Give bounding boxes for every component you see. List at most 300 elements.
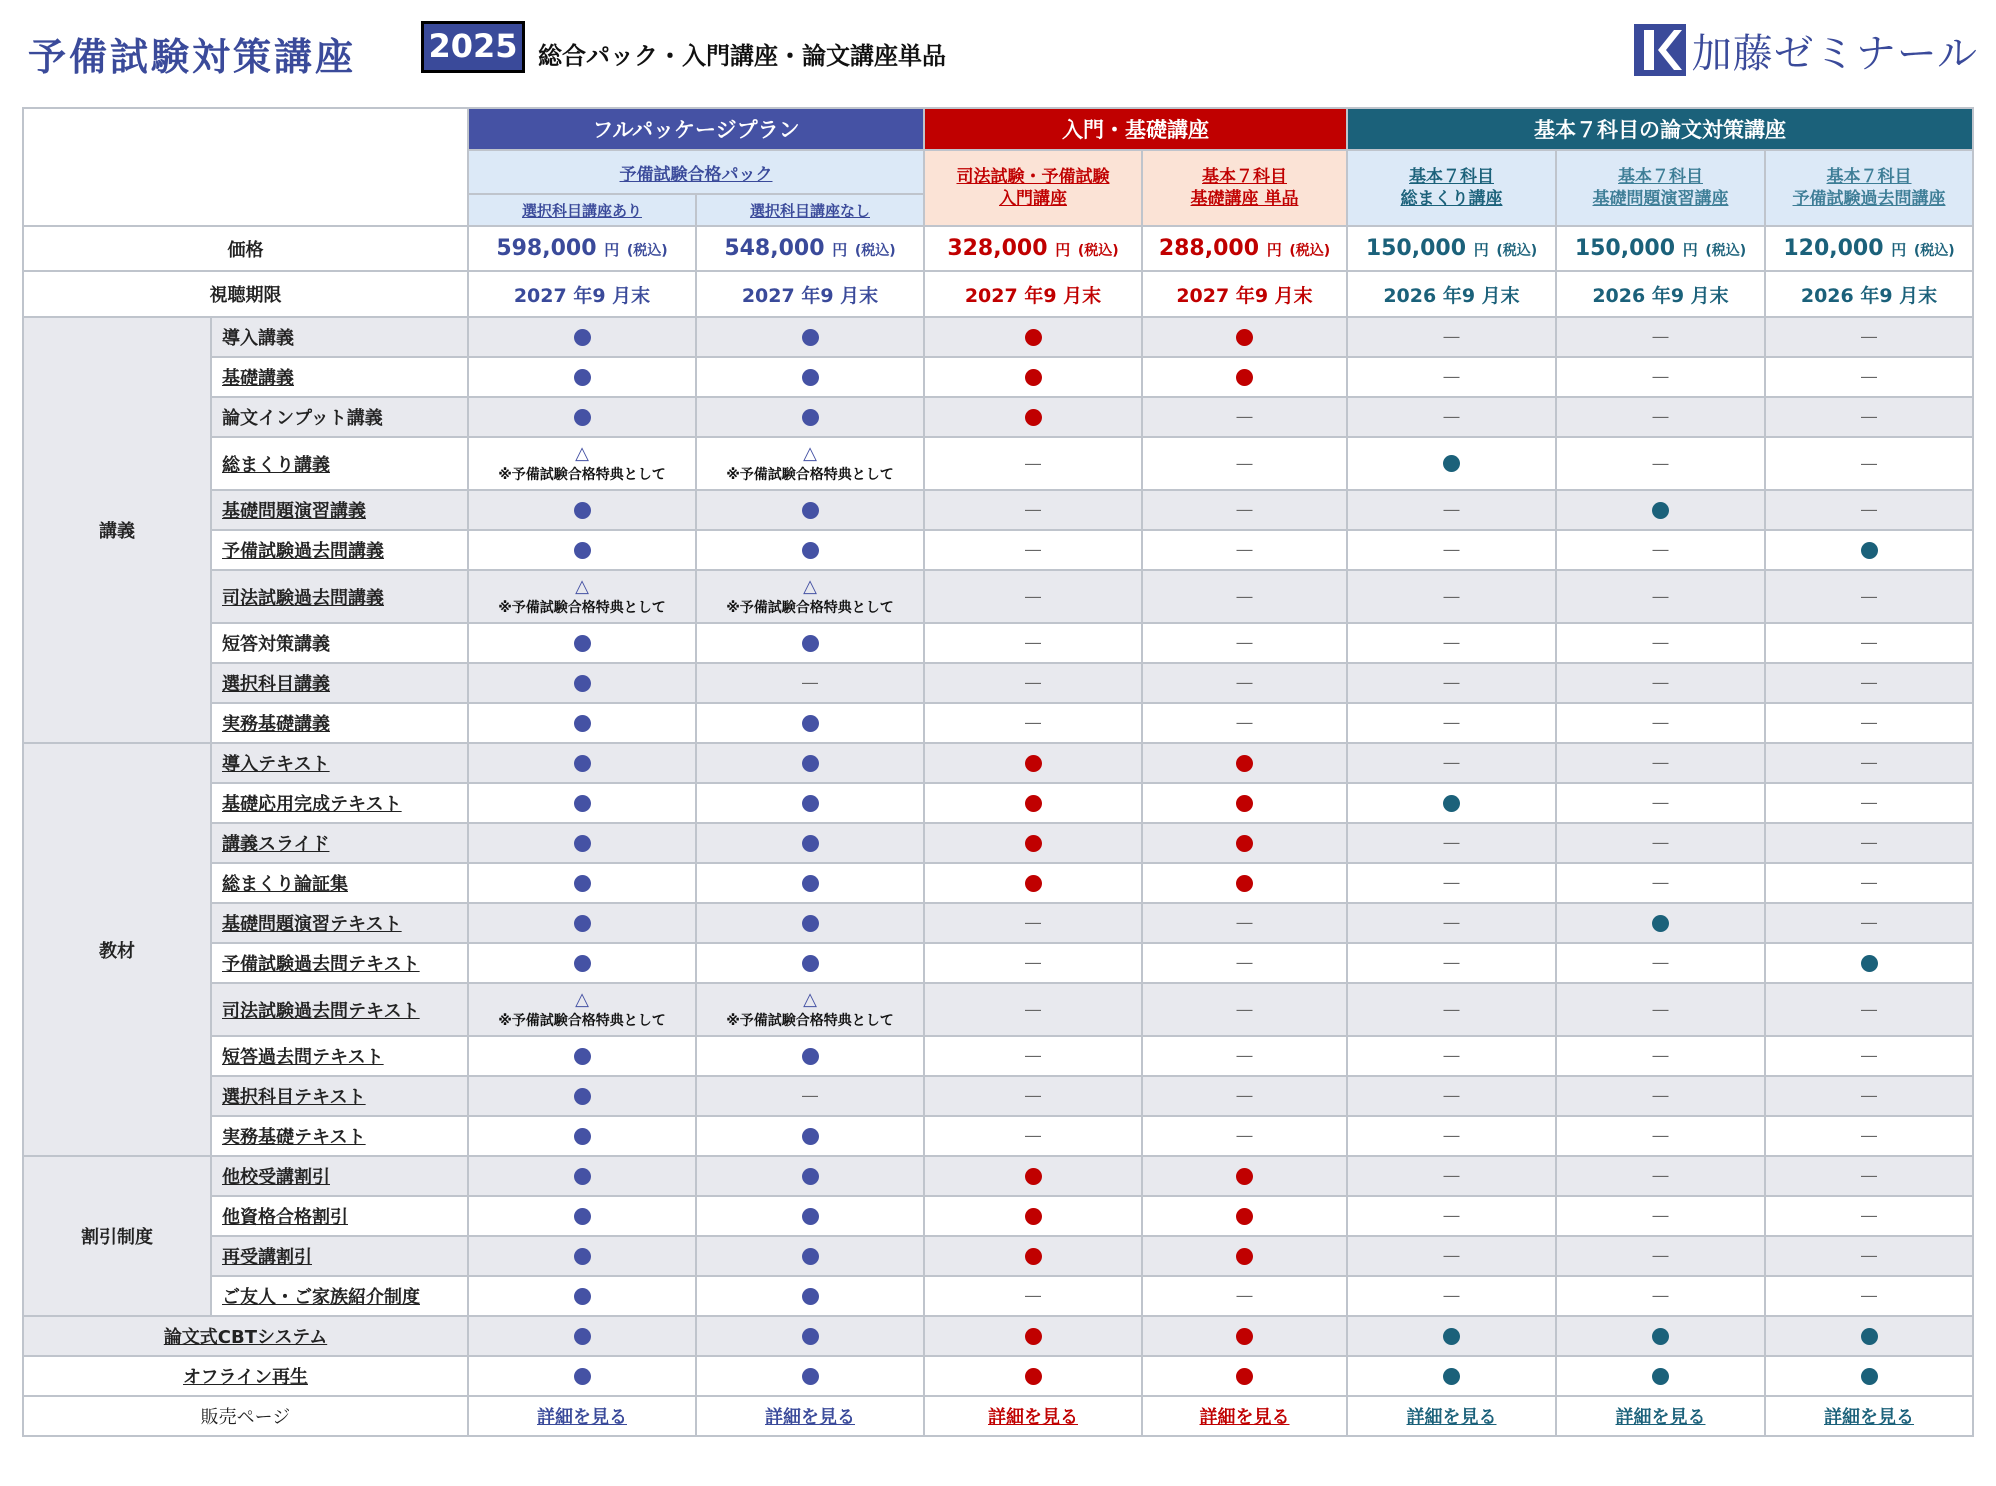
dash: ― [1861,327,1878,346]
item-label[interactable]: 実務基礎講義 [211,703,468,743]
item-label[interactable]: 選択科目講義 [211,663,468,703]
cell-pack-with [468,397,696,437]
cell-intro2 [1142,490,1347,530]
item-label[interactable]: 再受講割引 [211,1236,468,1276]
dash: ― [1236,586,1253,606]
cell-r1 [1347,663,1556,703]
included-dot-icon [1652,1328,1669,1345]
included-dot-icon [802,409,819,426]
dash: ― [802,673,818,692]
item-label[interactable]: 総まくり講義 [211,437,468,490]
dash: ― [1652,367,1669,386]
item-label[interactable]: 論文式CBTシステム [23,1316,468,1356]
cell-r3 [1765,1356,1973,1396]
tokuten-note: ※予備試験合格特典として [726,599,894,616]
product-r1-link[interactable]: 基本７科目 総まくり講座 [1400,167,1503,209]
dash: ― [1443,1086,1460,1105]
cell-r1 [1347,1316,1556,1356]
cell-pack-without [696,623,924,663]
cell-r3 [1765,570,1973,623]
included-dot-icon [802,795,819,812]
dash: ― [1443,1126,1460,1145]
dash: ― [1236,407,1253,426]
cell-r1 [1347,1116,1556,1156]
price-intro2 [1142,226,1347,271]
cell-r1 [1347,570,1556,623]
cell-intro1 [924,743,1142,783]
included-dot-icon [574,1048,591,1065]
cell-intro2 [1142,357,1347,397]
included-dot-icon [1025,795,1042,812]
price-unit: 円 [1891,241,1907,259]
category-lecture: 講義 [23,317,211,743]
cell-r1 [1347,1356,1556,1396]
dash: ― [1025,1046,1041,1065]
cell-intro1 [924,317,1142,357]
product-pack-with-link[interactable]: 選択科目講座あり [521,201,642,220]
detail-link-r1[interactable]: 詳細を見る [1406,1407,1497,1428]
cell-r1 [1347,703,1556,743]
cell-intro2 [1142,743,1347,783]
cell-pack-without [696,1076,924,1116]
cell-r3 [1765,663,1973,703]
dash: ― [1443,953,1460,972]
item-label[interactable]: 基礎応用完成テキスト [211,783,468,823]
item-label[interactable]: 予備試験過去問講義 [211,530,468,570]
included-dot-icon [1861,542,1878,559]
price-unit: 円 [1055,241,1071,259]
dash: ― [1443,1246,1460,1265]
dash: ― [1025,453,1041,473]
cell-intro1 [924,783,1142,823]
included-dot-icon [802,755,819,772]
dash: ― [1652,1126,1669,1145]
dash: ― [1861,1206,1878,1225]
cell-pack-with [468,437,696,490]
cell-pack-without [696,437,924,490]
cell-pack-with [468,317,696,357]
cell-intro1 [924,1276,1142,1316]
dash: ― [1443,367,1460,386]
cell-intro2 [1142,663,1347,703]
cell-r1 [1347,623,1556,663]
cell-pack-with [468,1116,696,1156]
included-dot-icon [574,1288,591,1305]
included-dot-icon [574,1368,591,1385]
dash: ― [1861,673,1878,692]
item-label: 導入講義 [211,317,468,357]
dash: ― [1443,633,1460,652]
included-dot-icon [1025,1248,1042,1265]
cell-r3 [1765,1276,1973,1316]
product-intro2-link[interactable]: 基本７科目 基礎講座 単品 [1190,167,1299,209]
cell-intro1 [924,943,1142,983]
dash: ― [1025,1286,1041,1305]
included-dot-icon [802,835,819,852]
cell-intro2 [1142,1036,1347,1076]
dash: ― [1652,953,1669,972]
tokuten-note: ※予備試験合格特典として [498,1012,666,1029]
included-dot-icon [1236,369,1253,386]
cell-r3 [1765,1116,1973,1156]
cell-pack-without [696,1316,924,1356]
included-dot-icon [802,502,819,519]
cell-r1 [1347,530,1556,570]
cell-intro1 [924,1196,1142,1236]
dash: ― [1443,673,1460,692]
cell-r3 [1765,703,1973,743]
cell-pack-with [468,1036,696,1076]
included-dot-icon [1236,875,1253,892]
tokuten-note: ※予備試験合格特典として [498,466,666,483]
cell-r2 [1556,983,1765,1036]
period-intro2: 2027 年9 月末 [1142,271,1347,317]
cell-r1 [1347,743,1556,783]
price-value: 150,000 [1574,236,1676,261]
cell-r2 [1556,743,1765,783]
included-dot-icon [574,502,591,519]
included-dot-icon [802,542,819,559]
product-pack-link[interactable]: 予備試験合格パック [619,164,773,185]
price-tax: (税込) [1496,243,1538,259]
cell-intro2 [1142,570,1347,623]
dash: ― [1861,1246,1878,1265]
price-value: 598,000 [496,236,597,261]
detail-link-r2[interactable]: 詳細を見る [1615,1407,1706,1428]
product-r2-cell [1556,150,1765,226]
detail-link-pack-with[interactable]: 詳細を見る [537,1407,627,1428]
cell-r1 [1347,1156,1556,1196]
dash: ― [1861,500,1878,519]
price-r1 [1347,226,1556,271]
cell-pack-without [696,703,924,743]
cell-pack-with [468,1236,696,1276]
cell-intro1 [924,903,1142,943]
cell-r3 [1765,397,1973,437]
included-dot-icon [574,875,591,892]
cell-intro1 [924,1076,1142,1116]
included-dot-icon [1443,1328,1460,1345]
included-dot-icon [802,875,819,892]
price-tax: (税込) [1913,243,1955,259]
year-badge: 2025 [424,24,522,70]
item-label[interactable]: 司法試験過去問テキスト [211,983,468,1036]
cell-r1 [1347,397,1556,437]
sale-cell-pack-with [468,1396,696,1436]
included-dot-icon [1861,1368,1878,1385]
dash: ― [1025,713,1041,732]
cell-intro2 [1142,1156,1347,1196]
cell-r2 [1556,437,1765,490]
cell-pack-without [696,983,924,1036]
price-tax: (税込) [854,243,896,259]
product-r1-cell [1347,150,1556,226]
dash: ― [1652,713,1669,732]
included-dot-icon [1025,835,1042,852]
item-label[interactable]: 導入テキスト [211,743,468,783]
dash: ― [1652,453,1669,473]
included-dot-icon [802,1248,819,1265]
detail-link-r3[interactable]: 詳細を見る [1824,1407,1915,1428]
item-label[interactable]: 基礎問題演習講義 [211,490,468,530]
cell-r2 [1556,397,1765,437]
sale-cell-r2 [1556,1396,1765,1436]
category-material: 教材 [23,743,211,1156]
product-intro1-link[interactable]: 司法試験・予備試験 入門講座 [956,167,1110,209]
included-dot-icon [574,915,591,932]
cell-intro2 [1142,823,1347,863]
cell-pack-with [468,663,696,703]
cell-r3 [1765,1316,1973,1356]
triangle-icon: △ [803,442,817,464]
dash: ― [1443,1166,1460,1185]
dash: ― [1861,1166,1878,1185]
dash: ― [1861,713,1878,732]
included-dot-icon [1236,1248,1253,1265]
cell-pack-with [468,743,696,783]
dash: ― [1236,633,1253,652]
price-unit: 円 [1266,241,1282,259]
cell-pack-with [468,1156,696,1196]
included-dot-icon [574,1128,591,1145]
dash: ― [1861,586,1878,606]
cell-r3 [1765,983,1973,1036]
item-label[interactable]: ご友人・ご家族紹介制度 [211,1276,468,1316]
item-label[interactable]: 他校受講割引 [211,1156,468,1196]
dash: ― [1443,500,1460,519]
dash: ― [1861,633,1878,652]
included-dot-icon [802,1368,819,1385]
cell-intro1 [924,570,1142,623]
detail-link-intro2[interactable]: 詳細を見る [1199,1407,1290,1428]
included-dot-icon [802,1288,819,1305]
item-label[interactable]: 基礎問題演習テキスト [211,903,468,943]
cell-r3 [1765,743,1973,783]
period-r3: 2026 年9 月末 [1765,271,1973,317]
included-dot-icon [574,955,591,972]
logo-text: 加藤ゼミナール [1691,30,1978,77]
triangle-icon: △ [803,988,817,1010]
product-r3-link[interactable]: 基本７科目 予備試験過去問講座 [1792,167,1946,209]
price-label: 価格 [23,226,468,271]
product-intro2-cell [1142,150,1347,226]
dash: ― [1443,873,1460,892]
dash: ― [1025,540,1041,559]
dash: ― [1236,673,1253,692]
item-label[interactable]: 司法試験過去問講義 [211,570,468,623]
dash: ― [1861,833,1878,852]
dash: ― [1025,913,1041,932]
triangle-icon: △ [575,575,589,597]
cell-pack-without [696,530,924,570]
dash: ― [1652,1286,1669,1305]
cell-intro2 [1142,783,1347,823]
cell-intro1 [924,983,1142,1036]
cell-intro1 [924,1316,1142,1356]
price-pack-without [696,226,924,271]
item-label[interactable]: 基礎講義 [211,357,468,397]
included-dot-icon [1025,875,1042,892]
dash: ― [1652,633,1669,652]
price-unit: 円 [832,241,848,259]
dash: ― [1236,713,1253,732]
dash: ― [1443,913,1460,932]
cell-r3 [1765,863,1973,903]
dash: ― [1443,1046,1460,1065]
page-title: 予備試験対策講座 [28,35,357,79]
price-unit: 円 [1682,241,1698,259]
item-label[interactable]: 短答過去問テキスト [211,1036,468,1076]
dash: ― [1443,713,1460,732]
cell-r3 [1765,623,1973,663]
logo[interactable] [1634,22,1978,78]
price-value: 548,000 [724,236,825,261]
dash: ― [1652,793,1669,812]
cell-intro2 [1142,943,1347,983]
item-label[interactable]: 実務基礎テキスト [211,1116,468,1156]
comparison-table [22,107,1974,1437]
cell-r3 [1765,1156,1973,1196]
included-dot-icon [1025,1208,1042,1225]
cell-intro2 [1142,317,1347,357]
item-label[interactable]: オフライン再生 [23,1356,468,1396]
dash: ― [1025,1086,1041,1105]
included-dot-icon [1861,955,1878,972]
price-r2 [1556,226,1765,271]
cell-pack-with [468,943,696,983]
cell-intro1 [924,357,1142,397]
included-dot-icon [574,1328,591,1345]
dash: ― [1652,327,1669,346]
dash: ― [1861,407,1878,426]
dash: ― [1025,999,1041,1019]
product-intro1-cell [924,150,1142,226]
cell-r2 [1556,863,1765,903]
page-header [28,22,1978,82]
included-dot-icon [1236,1168,1253,1185]
cell-r1 [1347,317,1556,357]
cell-intro2 [1142,1116,1347,1156]
cell-pack-with [468,570,696,623]
dash: ― [1861,793,1878,812]
price-r3 [1765,226,1973,271]
included-dot-icon [574,1208,591,1225]
dash: ― [1443,540,1460,559]
cell-r1 [1347,1276,1556,1316]
product-pack-without-link[interactable]: 選択科目講座なし [749,201,870,220]
cell-r2 [1556,623,1765,663]
cell-r3 [1765,1196,1973,1236]
cell-pack-with [468,1356,696,1396]
dash: ― [1025,1126,1041,1145]
included-dot-icon [1025,1368,1042,1385]
cell-pack-without [696,1156,924,1196]
item-label[interactable]: 選択科目テキスト [211,1076,468,1116]
cell-pack-with [468,783,696,823]
item-label[interactable]: 総まくり論証集 [211,863,468,903]
cell-r1 [1347,437,1556,490]
dash: ― [1861,873,1878,892]
dash: ― [1652,833,1669,852]
item-label[interactable]: 予備試験過去問テキスト [211,943,468,983]
included-dot-icon [1025,369,1042,386]
item-label[interactable]: 講義スライド [211,823,468,863]
cell-r2 [1556,1236,1765,1276]
period-intro1: 2027 年9 月末 [924,271,1142,317]
dash: ― [1652,1086,1669,1105]
cell-intro2 [1142,437,1347,490]
cell-pack-without [696,823,924,863]
included-dot-icon [1236,835,1253,852]
included-dot-icon [574,635,591,652]
period-r1: 2026 年9 月末 [1347,271,1556,317]
dash: ― [1861,1126,1878,1145]
product-r2-link[interactable]: 基本７科目 基礎問題演習講座 [1592,167,1729,209]
detail-link-pack-without[interactable]: 詳細を見る [765,1407,855,1428]
item-label: 短答対策講義 [211,623,468,663]
price-intro1 [924,226,1142,271]
cell-pack-without [696,1036,924,1076]
included-dot-icon [1025,1168,1042,1185]
group-full-package: フルパッケージプラン [468,108,924,150]
cell-r3 [1765,357,1973,397]
cell-r1 [1347,1236,1556,1276]
dash: ― [1652,407,1669,426]
cell-r2 [1556,490,1765,530]
cell-pack-without [696,863,924,903]
included-dot-icon [1652,502,1669,519]
price-tax: (税込) [1289,243,1331,259]
cell-intro1 [924,863,1142,903]
included-dot-icon [574,835,591,852]
cell-pack-with [468,623,696,663]
dash: ― [1443,1286,1460,1305]
cell-pack-with [468,490,696,530]
included-dot-icon [574,542,591,559]
detail-link-intro1[interactable]: 詳細を見る [988,1407,1078,1428]
cell-pack-without [696,570,924,623]
tokuten-note: ※予備試験合格特典として [498,599,666,616]
dash: ― [1025,953,1041,972]
cell-intro2 [1142,1076,1347,1116]
period-label: 視聴期限 [23,271,468,317]
cell-r1 [1347,1076,1556,1116]
cell-r2 [1556,1156,1765,1196]
sale-page-label: 販売ページ [23,1396,468,1436]
included-dot-icon [802,1328,819,1345]
included-dot-icon [574,715,591,732]
dash: ― [1443,407,1460,426]
included-dot-icon [1443,455,1460,472]
cell-pack-without [696,490,924,530]
cell-pack-without [696,943,924,983]
price-value: 328,000 [947,236,1048,261]
cell-r3 [1765,1036,1973,1076]
cell-intro1 [924,1356,1142,1396]
cell-r3 [1765,783,1973,823]
cell-pack-without [696,903,924,943]
included-dot-icon [1236,1368,1253,1385]
cell-pack-with [468,983,696,1036]
included-dot-icon [574,795,591,812]
dash: ― [1443,833,1460,852]
cell-r2 [1556,1196,1765,1236]
item-label[interactable]: 他資格合格割引 [211,1196,468,1236]
included-dot-icon [1236,329,1253,346]
cell-intro2 [1142,903,1347,943]
included-dot-icon [802,1048,819,1065]
cell-intro2 [1142,530,1347,570]
